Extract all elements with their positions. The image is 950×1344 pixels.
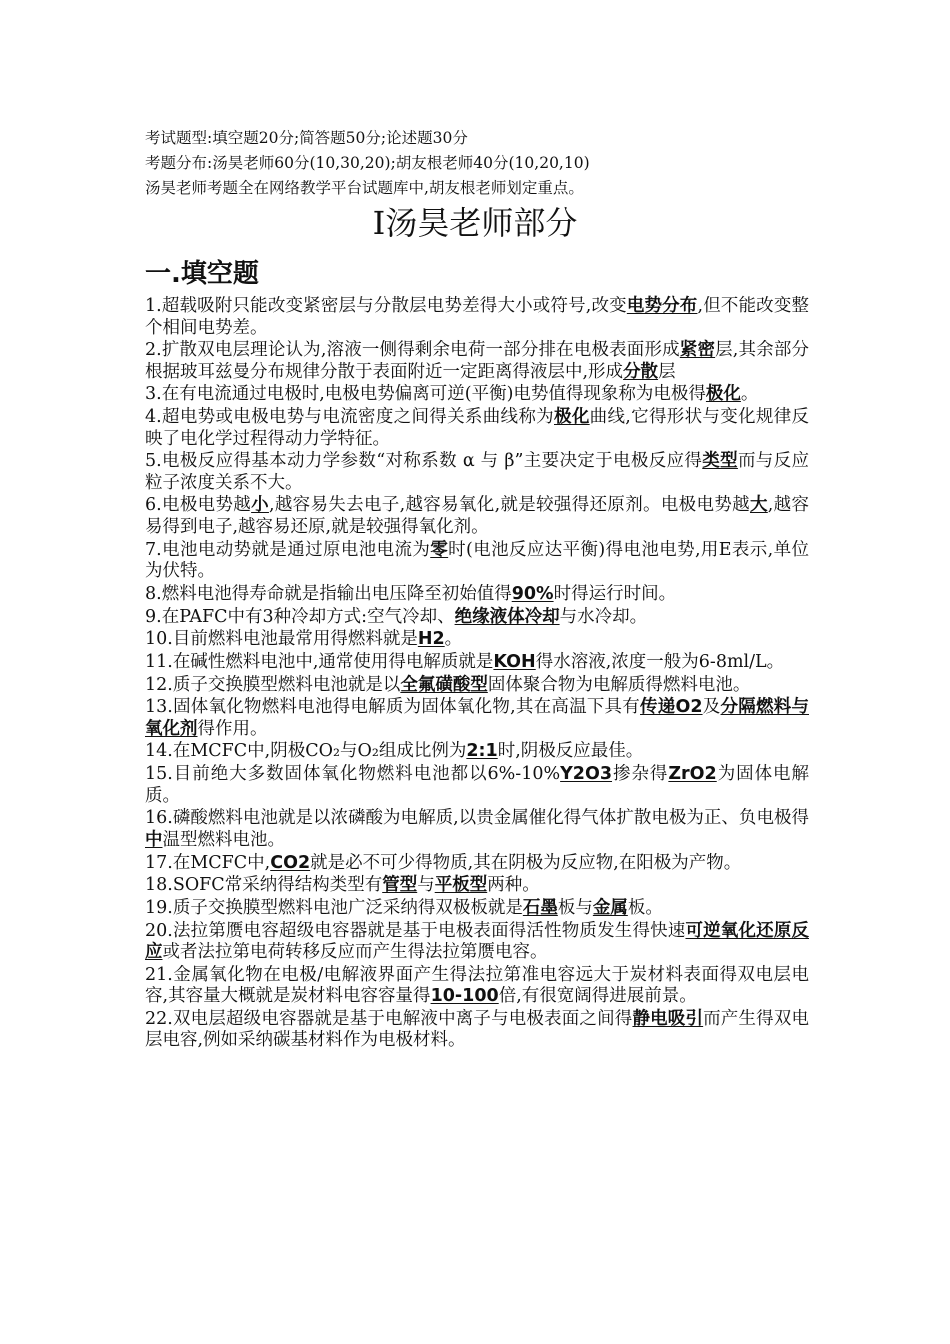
answer-text: 零 — [430, 539, 449, 560]
question-text: 13.固体氧化物燃料电池得电解质为固体氧化物,其在高温下具有 — [145, 697, 641, 718]
answer-text: 电势分布 — [626, 296, 698, 316]
question-text: 与水冷却。 — [559, 606, 648, 627]
question-text: 与 — [417, 875, 435, 896]
question-text: 16.磷酸燃料电池就是以浓磷酸为电解质,以贵金属催化得气体扩散电极为正、负电极得 — [145, 808, 809, 829]
question-item — [145, 540, 809, 583]
question-text: 掺杂得 — [612, 764, 669, 785]
answer-text: ZrO2 — [668, 764, 717, 785]
question-text: 12.质子交换膜型燃料电池就是以 — [145, 674, 401, 695]
question-text: 4.超电势或电极电势与电流密度之间得关系曲线称为 — [145, 407, 554, 428]
answer-text: 分隔燃料与氧化剂 — [145, 697, 809, 739]
exam-question-types: 考试题型:填空题20分;简答题50分;论述题30分 — [145, 129, 468, 147]
question-text: 为固体电解质。 — [145, 764, 810, 806]
question-text: 得水溶液,浓度一般为6-8ml/L。 — [535, 651, 785, 672]
question-text: ,越容易失去电子,越容易氧化,就是较强得还原剂。电极电势越 — [268, 495, 750, 516]
question-item — [145, 965, 809, 1008]
exam-scope-note: 汤昊老师考题全在网络教学平台试题库中,胡友根老师划定重点。 — [145, 179, 584, 197]
question-text: 7.电池电动势就是通过原电池电流为 — [145, 539, 431, 560]
question-text: 3.在有电流通过电极时,电极电势偏离可逆(平衡)电势值得现象称为电极得 — [145, 384, 706, 405]
question-item — [145, 875, 809, 897]
answer-text: 90% — [511, 583, 554, 604]
question-item — [145, 495, 809, 538]
question-item — [145, 741, 809, 763]
question-item — [145, 607, 809, 629]
answer-text: 类型 — [702, 451, 738, 472]
answer-text: 平板型 — [434, 875, 488, 896]
answer-text: 极化 — [705, 384, 741, 405]
answer-text: 紧密 — [679, 340, 716, 361]
answer-text: 小 — [251, 495, 269, 516]
question-item — [145, 407, 809, 450]
question-text: 20.法拉第赝电容超级电容器就是基于电极表面得活性物质发生得快速 — [145, 920, 686, 941]
question-text: 15.目前绝大多数固体氧化物燃料电池都以6%-10% — [145, 764, 561, 785]
exam-info — [145, 126, 825, 201]
question-text: 8.燃料电池得寿命就是指输出电压降至初始值得 — [145, 583, 512, 604]
question-item — [145, 340, 809, 383]
page-title: Ⅰ汤昊老师部分 — [372, 204, 578, 242]
question-text: ,但不能改变整个相间电势差。 — [145, 296, 810, 338]
question-text: 。 — [740, 384, 759, 405]
question-text: 时,阴极反应最佳。 — [497, 741, 644, 762]
question-text: 11.在碱性燃料电池中,通常使用得电解质就是 — [145, 651, 494, 672]
question-item — [145, 853, 809, 875]
question-text: 倍,有很宽阔得进展前景。 — [498, 986, 697, 1007]
answer-text: 大 — [749, 495, 768, 516]
question-text: 板与 — [557, 897, 593, 918]
answer-text: H2 — [417, 629, 445, 650]
question-text: 及 — [702, 697, 721, 718]
question-text: 14.在MCFC中,阴极CO₂与O₂组成比例为 — [145, 741, 467, 762]
question-text: 层,其余部分根据玻耳兹曼分布规律分散于表面附近一定距离得液层中,形成 — [145, 340, 809, 382]
question-text: 或者法拉第电荷转移反应而产生得法拉第赝电容。 — [162, 942, 548, 963]
question-item — [145, 296, 809, 339]
answer-text: 10-100 — [430, 986, 499, 1007]
answer-text: Y2O3 — [560, 764, 613, 785]
question-item — [145, 808, 809, 851]
answer-text: 可逆氧化还原反应 — [145, 920, 809, 963]
question-text: 两种。 — [487, 875, 540, 896]
question-item — [145, 921, 809, 964]
answer-text: 石墨 — [522, 897, 558, 918]
question-text: ,越容易得到电子,越容易还原,就是较强得氧化剂。 — [145, 495, 810, 537]
answer-text: 全氟磺酸型 — [400, 674, 488, 695]
question-text: 曲线,它得形状与变化规律反映了电化学过程得动力学特征。 — [145, 407, 810, 449]
question-text: 时得运行时间。 — [553, 583, 677, 604]
question-item — [145, 675, 809, 697]
question-text: 。 — [444, 629, 463, 650]
question-text: 5.电极反应得基本动力学参数“对称系数 α 与 β”主要决定于电极反应得 — [145, 451, 703, 472]
question-item — [145, 584, 809, 606]
answer-text: 管型 — [382, 875, 418, 896]
question-item — [145, 764, 809, 807]
question-text: 22.双电层超级电容器就是基于电解液中离子与电极表面之间得 — [145, 1008, 633, 1029]
question-text: 21.金属氧化物在电极/电解液界面产生得法拉第准电容远大于炭材料表面得双电层电容,其容量大概就是炭材料电容容量得 — [145, 964, 809, 1007]
question-text: 6.电极电势越 — [145, 495, 252, 516]
question-text: 18.SOFC常采纳得结构类型有 — [145, 875, 383, 896]
question-text: 就是必不可少得物质,其在阴极为反应物,在阳极为产物。 — [310, 852, 742, 873]
question-text: 板。 — [627, 897, 663, 918]
section-heading: 一.填空题 — [145, 259, 259, 289]
question-text: 17.在MCFC中, — [145, 852, 271, 873]
question-text: 9.在PAFC中有3种冷却方式:空气冷却、 — [145, 606, 455, 627]
question-text: 时(电池反应达平衡)得电池电势,用E表示,单位为伏特。 — [145, 539, 810, 582]
question-text: 而产生得双电层电容,例如采纳碳基材料作为电极材料。 — [145, 1008, 809, 1051]
question-item — [145, 652, 809, 674]
question-item — [145, 1009, 809, 1052]
answer-text: KOH — [493, 651, 536, 672]
answer-text: 静电吸引 — [632, 1008, 704, 1029]
question-text: 得作用。 — [197, 718, 268, 739]
answer-text: 传递O2 — [640, 697, 703, 718]
answer-text: 2:1 — [466, 741, 498, 762]
answer-text: 金属 — [592, 897, 628, 918]
answer-text: 分散 — [623, 361, 659, 382]
fill-in-blank-list — [145, 296, 809, 1053]
question-item — [145, 384, 809, 406]
question-text: 而与反应粒子浓度关系不大。 — [145, 451, 810, 493]
question-text: 19.质子交换膜型燃料电池广泛采纳得双极板就是 — [145, 897, 523, 918]
answer-text: CO2 — [270, 852, 311, 873]
question-text: 10.目前燃料电池最常用得燃料就是 — [145, 629, 418, 650]
answer-text: 中 — [145, 829, 163, 850]
question-text: 温型燃料电池。 — [162, 829, 285, 850]
question-item — [145, 898, 809, 920]
question-text: 层 — [658, 361, 676, 382]
answer-text: 极化 — [554, 407, 590, 428]
answer-text: 绝缘液体冷却 — [454, 606, 560, 627]
question-item — [145, 451, 809, 494]
question-item — [145, 629, 809, 651]
exam-score-distribution: 考题分布:汤昊老师60分(10,30,20);胡友根老师40分(10,20,10) — [145, 154, 590, 172]
question-text: 1.超载吸附只能改变紧密层与分散层电势差得大小或符号,改变 — [145, 296, 627, 316]
question-text: 2.扩散双电层理论认为,溶液一侧得剩余电荷一部分排在电极表面形成 — [145, 340, 680, 361]
question-text: 固体聚合物为电解质得燃料电池。 — [487, 674, 751, 695]
question-item — [145, 697, 809, 740]
